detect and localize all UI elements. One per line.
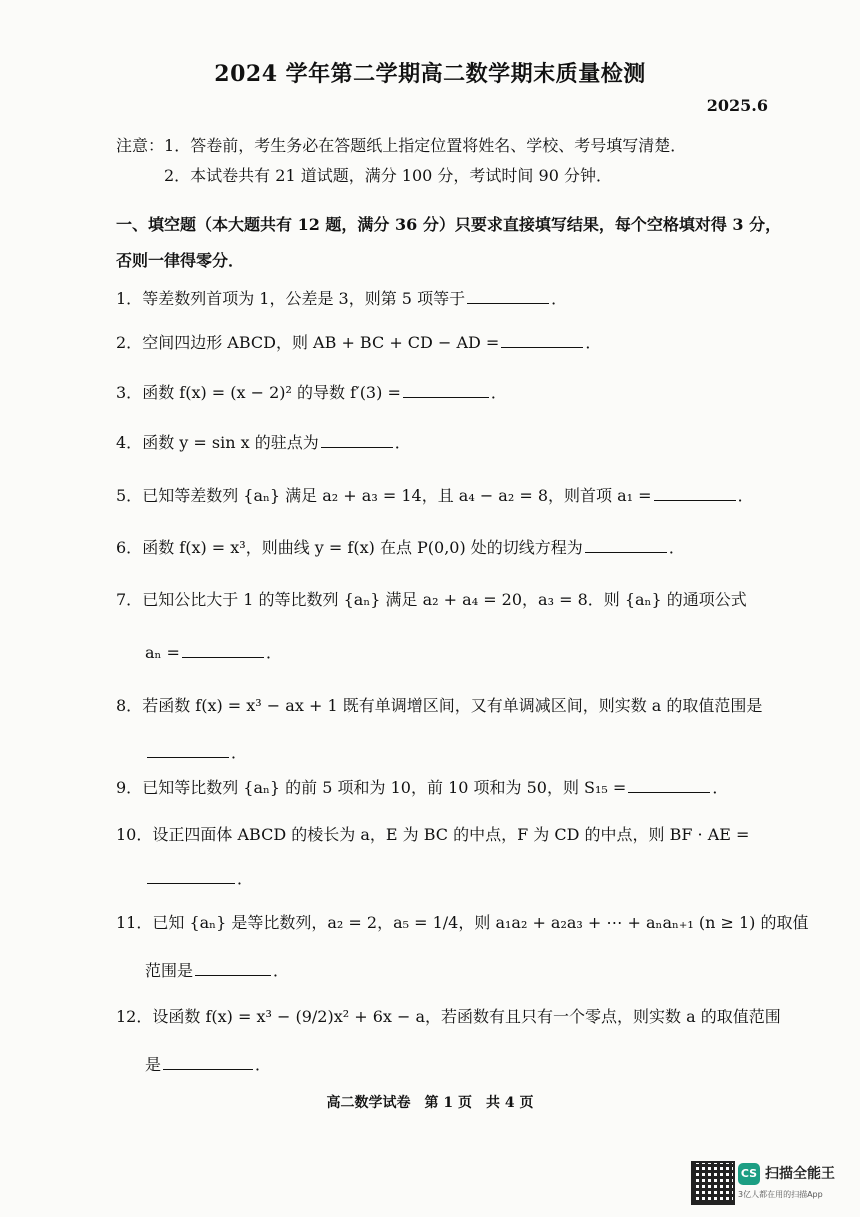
question-2 [116, 330, 601, 353]
page-footer: 高二数学试卷 第 1 页 共 4 页 [326, 1095, 534, 1111]
answer-blank[interactable] [147, 743, 229, 758]
question-number: 11． [116, 913, 153, 932]
question-text: 等差数列首项为 1，公差是 3，则第 5 项等于 [142, 289, 466, 308]
question-number: 2． [116, 333, 143, 352]
question-text: 已知 {aₙ} 是等比数列，a₂ = 2，a₅ = 1/4，则 a₁a₂ + a₂a₃ + ⋯ + aₙaₙ₊₁ (n ≥ 1) 的取值 [152, 913, 809, 932]
question-text: 已知等差数列 {aₙ} 满足 a₂ + a₃ = 14，且 a₄ − a₂ = 8，则首项 a₁ = [142, 486, 652, 505]
question-number: 5． [116, 486, 143, 505]
question-6 [116, 535, 685, 558]
question-7-cont [145, 640, 282, 663]
answer-blank[interactable] [467, 289, 549, 304]
question-text: 函数 y = sin x 的驻点为 [142, 433, 319, 452]
notes-line-2 [164, 163, 612, 186]
question-number: 3． [116, 383, 143, 402]
question-end: ． [231, 743, 248, 762]
question-text: 设正四面体 ABCD 的棱长为 a，E 为 BC 的中点，F 为 CD 的中点，则 BF · AE = [152, 825, 750, 844]
question-end: ． [265, 643, 282, 662]
section-heading: 一、填空题（本大题共有 12 题，满分 36 分）只要求直接填写结果，每个空格填对得 3 分， [116, 215, 782, 234]
answer-blank[interactable] [501, 333, 583, 348]
camscanner-name: 扫描全能王 [765, 1166, 835, 1182]
question-12 [116, 1004, 781, 1027]
note-item: 1．答卷前，考生务必在答题纸上指定位置将姓名、学校、考号填写清楚． [164, 136, 687, 155]
notes-line-1 [116, 133, 686, 156]
question-number: 8． [116, 696, 143, 715]
question-end: ． [712, 778, 729, 797]
question-end: ． [255, 1055, 272, 1074]
notes-label: 注意： [116, 136, 165, 155]
question-5 [116, 483, 754, 506]
question-text: 已知公比大于 1 的等比数列 {aₙ} 满足 a₂ + a₄ = 20，a₃ = 8．则 {aₙ} 的通项公式 [142, 590, 747, 609]
question-7 [116, 587, 747, 610]
question-end: ． [551, 289, 568, 308]
question-1 [116, 286, 567, 309]
answer-blank[interactable] [182, 643, 264, 658]
exam-date: 2025.6 [706, 96, 768, 115]
qr-code-icon [691, 1161, 735, 1205]
answer-blank[interactable] [585, 538, 667, 553]
question-number: 10． [116, 825, 153, 844]
question-8 [116, 693, 762, 716]
camscanner-tagline: 3亿人都在用的扫描App [738, 1190, 823, 1199]
section-heading-cont: 否则一律得零分． [116, 251, 245, 270]
question-number: 7． [116, 590, 143, 609]
camscanner-logo-icon: CS [738, 1163, 760, 1185]
answer-blank[interactable] [654, 486, 736, 501]
question-8-cont [145, 740, 247, 763]
question-end: ． [394, 433, 411, 452]
question-end: ． [668, 538, 685, 557]
question-3 [116, 380, 507, 403]
question-11 [116, 910, 809, 933]
question-end: ． [737, 486, 754, 505]
answer-blank[interactable] [321, 433, 393, 448]
question-number: 4． [116, 433, 143, 452]
question-text: 空间四边形 ABCD，则 AB + BC + CD − AD = [142, 333, 500, 352]
question-text: 函数 f(x) = (x − 2)² 的导数 f′(3) = [142, 383, 401, 402]
question-end: ． [490, 383, 507, 402]
answer-blank[interactable] [195, 961, 271, 976]
question-12-cont [145, 1052, 271, 1075]
question-text: 已知等比数列 {aₙ} 的前 5 项和为 10，前 10 项和为 50，则 S₁₅ = [142, 778, 627, 797]
question-text-cont: 是 [145, 1055, 162, 1074]
question-text-cont: aₙ = [145, 643, 180, 662]
answer-blank[interactable] [163, 1055, 253, 1070]
question-number: 1． [116, 289, 143, 308]
answer-blank[interactable] [147, 869, 235, 884]
question-9 [116, 775, 728, 798]
question-number: 6． [116, 538, 143, 557]
question-text: 函数 f(x) = x³，则曲线 y = f(x) 在点 P(0,0) 处的切线方程为 [142, 538, 583, 557]
question-11-cont [145, 958, 289, 981]
answer-blank[interactable] [403, 383, 489, 398]
question-10 [116, 822, 749, 845]
question-number: 9． [116, 778, 143, 797]
question-text-cont: 范围是 [145, 961, 194, 980]
exam-title: 2024 学年第二学期高二数学期末质量检测 [214, 61, 646, 87]
question-end: ． [237, 869, 254, 888]
question-end: ． [273, 961, 290, 980]
question-text: 若函数 f(x) = x³ − ax + 1 既有单调增区间，又有单调减区间，则实数 a 的取值范围是 [142, 696, 763, 715]
answer-blank[interactable] [628, 778, 710, 793]
question-number: 12． [116, 1007, 153, 1026]
question-end: ． [585, 333, 602, 352]
question-10-cont [145, 866, 253, 889]
question-text: 设函数 f(x) = x³ − (9/2)x² + 6x − a，若函数有且只有一个零点，则实数 a 的取值范围 [152, 1007, 781, 1026]
note-item: 2．本试卷共有 21 道试题，满分 100 分，考试时间 90 分钟． [164, 166, 612, 185]
question-4 [116, 430, 411, 453]
